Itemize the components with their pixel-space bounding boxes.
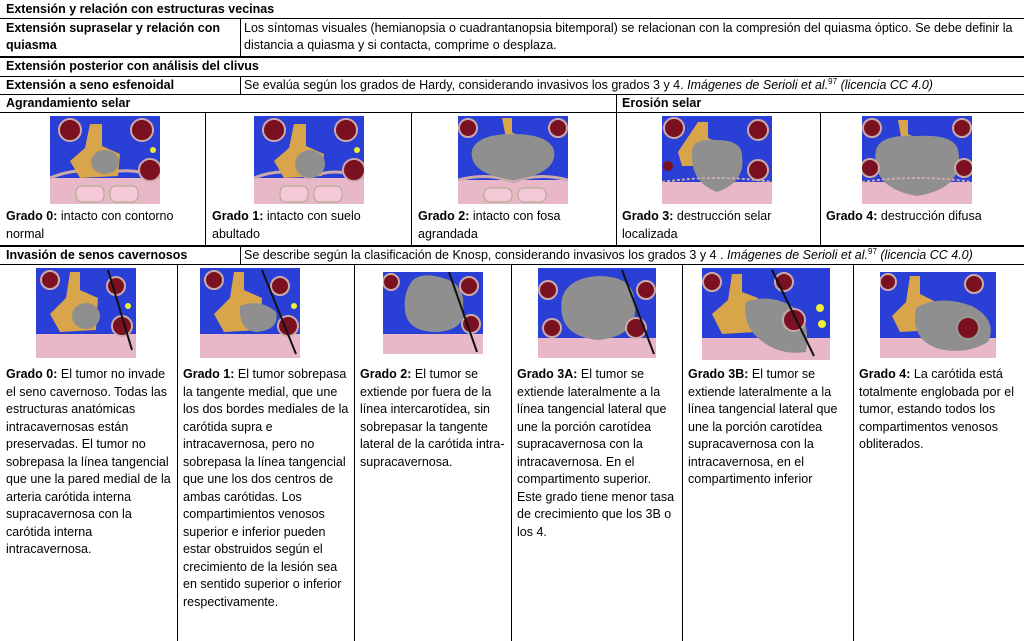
- cavernosos-text: Se describe según la clasificación de Knosp, considerando invasivos los grados 3 y 4 . Imágenes de Serioli et al.$^{97}$ (licencia CC 4.0): [244, 246, 973, 262]
- hardy-1-caption: Grado 1: intacto con suelo abultado: [212, 209, 361, 241]
- supraselar-text: Los síntomas visuales (hemianopsia o cuadrantanopsia bitemporal) se relacionan con la compresión del quiasma óptico. Se debe definir la distancia a quiasma y si contacta, comprime o desplaza.: [244, 21, 1013, 52]
- section-posterior-heading: Extensión posterior con análisis del clivus: [6, 59, 259, 73]
- hardy-3-image: [662, 116, 772, 204]
- knosp-3a-image: [538, 268, 656, 358]
- agrandamiento-heading: Agrandamiento selar: [6, 96, 131, 110]
- knosp-0-image: [36, 268, 136, 358]
- hardy-2-image: [458, 116, 568, 204]
- hardy-1-image: [254, 116, 364, 204]
- hardy-2-caption: Grado 2: intacto con fosa agrandada: [418, 209, 561, 241]
- hardy-0-image: [50, 116, 160, 204]
- knosp-3b-image: [702, 268, 830, 360]
- esfenoidal-label: Extensión a seno esfenoidal: [6, 78, 175, 92]
- knosp-0-caption: Grado 0: El tumor no invade el seno cavernoso. Todas las estructuras anatómicas intracavernosas están preservadas. El tumor no sobrepasa la línea tangencial que une la pared medial de la arteria carótida interna supracavernosa con la carótida interna intracavernosa.: [6, 367, 171, 556]
- hardy-4-caption: Grado 4: destrucción difusa: [826, 209, 982, 223]
- knosp-2-image: [383, 272, 483, 354]
- supraselar-label: Extensión supraselar y relación con quiasma: [6, 21, 220, 52]
- hardy-0-caption: Grado 0: intacto con contorno normal: [6, 209, 174, 241]
- knosp-4-caption: Grado 4: La carótida está totalmente englobada por el tumor, estando todos los compartimentos venosos obliterados.: [859, 367, 1014, 451]
- knosp-3b-caption: Grado 3B: El tumor se extiende lateralmente a la línea tangencial lateral que une la porción carotídea supracavernosa con la intracavernosa, en el compartimento inferior: [688, 367, 838, 486]
- knosp-1-caption: Grado 1: El tumor sobrepasa la tangente medial, que une los dos bordes mediales de la carótida supra e intracavernosa, pero no sobrepasa la línea tangencial que une los dos centros de ambas carótidas. Los compartimientos venosos superior e inferior pueden estar obstruidos según el crecimiento de la lesión sea en sentido superior o inferior respectivamente.: [183, 367, 349, 609]
- esfenoidal-text: Se evalúa según los grados de Hardy, considerando invasivos los grados 3 y 4. Imágenes de Serioli et al.$^{97}$ (licencia CC 4.0): [244, 76, 933, 92]
- erosion-heading: Erosión selar: [622, 96, 702, 110]
- knosp-1-image: [200, 268, 300, 358]
- hardy-4-image: [862, 116, 972, 204]
- knosp-3a-caption: Grado 3A: El tumor se extiende lateralmente a la línea tangencial lateral que une la porción carotídea supracavernosa con la intracavernosa. En el compartimento superior. Este grado tiene menor tasa de crecimiento que los 3B o los 4.: [517, 367, 675, 539]
- knosp-4-image: [880, 272, 996, 358]
- cavernosos-label: Invasión de senos cavernosos: [6, 248, 188, 262]
- section-vecinas-heading: Extensión y relación con estructuras vecinas: [6, 2, 275, 16]
- hardy-3-caption: Grado 3: destrucción selar localizada: [622, 209, 772, 241]
- knosp-2-caption: Grado 2: El tumor se extiende por fuera de la línea intercarotídea, sin sobrepasar la tangente lateral de la carótida intra-supracavernosa.: [360, 367, 505, 469]
